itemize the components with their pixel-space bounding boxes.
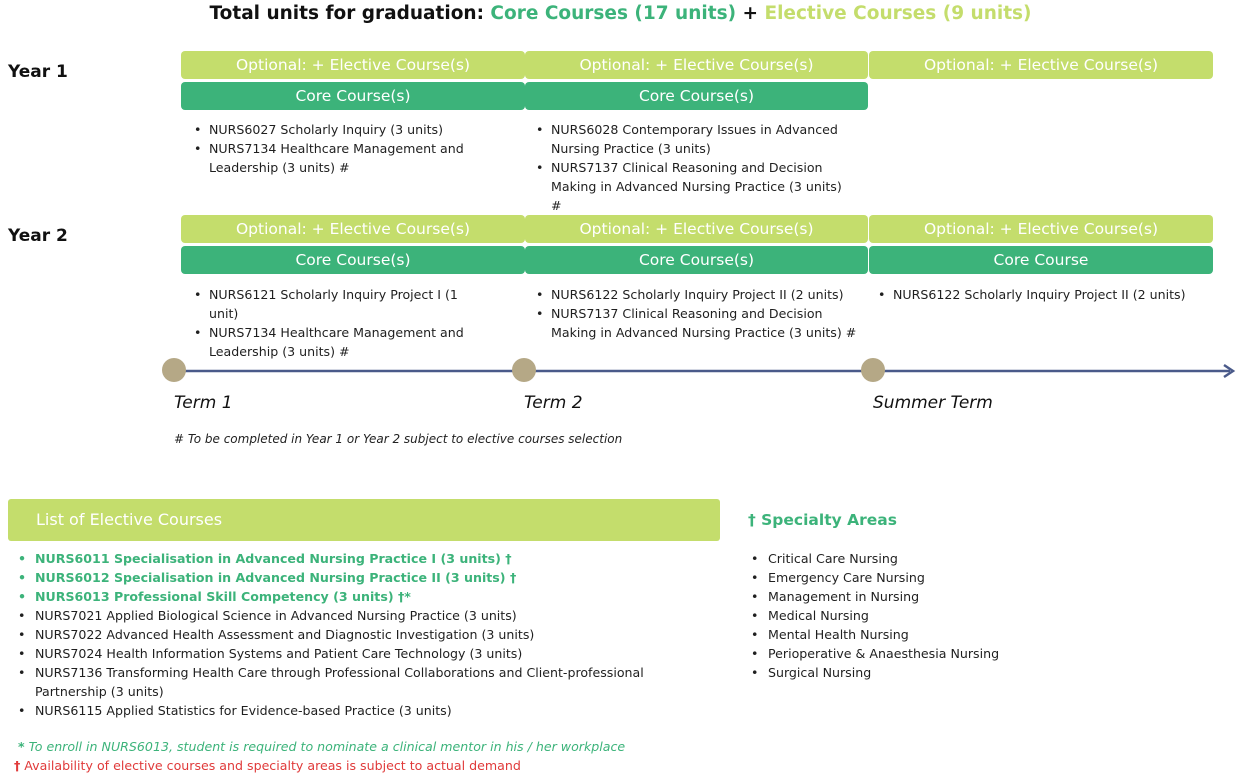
timeline-arrow bbox=[0, 355, 1241, 387]
course-item: • NURS7137 Clinical Reasoning and Decision Making in Advanced Nursing Practice (3 units) # bbox=[530, 304, 860, 342]
year-2-label: Year 2 bbox=[8, 226, 68, 246]
y2-t1-course-list bbox=[188, 285, 488, 361]
y2-t3-course-list bbox=[872, 285, 1212, 304]
page-title bbox=[0, 3, 1241, 24]
mentor-note bbox=[18, 739, 625, 754]
term-2-marker bbox=[512, 358, 536, 382]
elective-item: • NURS7136 Transforming Health Care through Professional Collaborations and Client-professional Partnership (3 units) bbox=[8, 663, 708, 701]
y1-t3-optional-bar: Optional: + Elective Course(s) bbox=[869, 51, 1213, 79]
elective-item: • NURS6115 Applied Statistics for Evidence-based Practice (3 units) bbox=[8, 701, 708, 720]
y2-t1-core-bar: Core Course(s) bbox=[181, 246, 525, 274]
mentor-note-text: To enroll in NURS6013, student is required to nominate a clinical mentor in his / her workplace bbox=[24, 739, 626, 754]
elective-item: • NURS7024 Health Information Systems and Patient Care Technology (3 units) bbox=[8, 644, 708, 663]
dagger-symbol: † bbox=[14, 758, 21, 773]
elective-item: • NURS6011 Specialisation in Advanced Nursing Practice I (3 units) † bbox=[8, 549, 708, 568]
specialty-item: • Mental Health Nursing bbox=[741, 625, 1121, 644]
course-item: • NURS6121 Scholarly Inquiry Project I (1 unit) bbox=[188, 285, 488, 323]
title-core-courses: Core Courses (17 units) bbox=[490, 3, 737, 24]
y2-t1-optional-bar: Optional: + Elective Course(s) bbox=[181, 215, 525, 243]
specialty-item: • Emergency Care Nursing bbox=[741, 568, 1121, 587]
specialty-item: • Surgical Nursing bbox=[741, 663, 1121, 682]
title-prefix: Total units for graduation: bbox=[209, 3, 491, 24]
y1-t2-core-bar: Core Course(s) bbox=[525, 82, 868, 110]
y2-t3-optional-bar: Optional: + Elective Course(s) bbox=[869, 215, 1213, 243]
y2-t2-course-list bbox=[530, 285, 860, 342]
y1-t2-optional-bar: Optional: + Elective Course(s) bbox=[525, 51, 868, 79]
y2-t2-core-bar: Core Course(s) bbox=[525, 246, 868, 274]
elective-list-header: List of Elective Courses bbox=[8, 499, 720, 541]
elective-item: • NURS7022 Advanced Health Assessment and Diagnostic Investigation (3 units) bbox=[8, 625, 708, 644]
specialty-areas-heading: † Specialty Areas bbox=[748, 511, 897, 529]
elective-item: • NURS6013 Professional Skill Competency (3 units) †* bbox=[8, 587, 708, 606]
course-item: • NURS6122 Scholarly Inquiry Project II (2 units) bbox=[872, 285, 1212, 304]
availability-note-text: Availability of elective courses and specialty areas is subject to actual demand bbox=[20, 758, 521, 773]
course-item: • NURS6027 Scholarly Inquiry (3 units) bbox=[188, 120, 488, 139]
y1-t2-course-list bbox=[530, 120, 850, 215]
specialty-area-list bbox=[741, 549, 1121, 682]
elective-item: • NURS7021 Applied Biological Science in Advanced Nursing Practice (3 units) bbox=[8, 606, 708, 625]
y2-t3-core-bar: Core Course bbox=[869, 246, 1213, 274]
specialty-item: • Critical Care Nursing bbox=[741, 549, 1121, 568]
hash-footnote: # To be completed in Year 1 or Year 2 subject to elective courses selection bbox=[174, 432, 623, 446]
specialty-item: • Perioperative & Anaesthesia Nursing bbox=[741, 644, 1121, 663]
y1-t1-core-bar: Core Course(s) bbox=[181, 82, 525, 110]
y1-t1-course-list bbox=[188, 120, 488, 177]
year-1-label: Year 1 bbox=[8, 62, 68, 82]
course-item: • NURS7134 Healthcare Management and Leadership (3 units) # bbox=[188, 139, 488, 177]
elective-course-list bbox=[8, 549, 708, 720]
specialty-item: • Management in Nursing bbox=[741, 587, 1121, 606]
availability-note bbox=[14, 758, 521, 773]
y2-t2-optional-bar: Optional: + Elective Course(s) bbox=[525, 215, 868, 243]
elective-item: • NURS6012 Specialisation in Advanced Nursing Practice II (3 units) † bbox=[8, 568, 708, 587]
term-1-label: Term 1 bbox=[174, 393, 233, 413]
term-2-label: Term 2 bbox=[524, 393, 583, 413]
course-item: • NURS7134 Healthcare Management and Leadership (3 units) # bbox=[188, 323, 488, 361]
title-elective-courses: Elective Courses (9 units) bbox=[764, 3, 1032, 24]
course-item: • NURS7137 Clinical Reasoning and Decision Making in Advanced Nursing Practice (3 units) # bbox=[530, 158, 850, 215]
y1-t1-optional-bar: Optional: + Elective Course(s) bbox=[181, 51, 525, 79]
summer-term-label: Summer Term bbox=[873, 393, 993, 413]
summer-term-marker bbox=[861, 358, 885, 382]
course-item: • NURS6122 Scholarly Inquiry Project II (2 units) bbox=[530, 285, 860, 304]
asterisk-symbol: * bbox=[18, 739, 25, 754]
specialty-item: • Medical Nursing bbox=[741, 606, 1121, 625]
title-plus: + bbox=[736, 3, 765, 24]
course-item: • NURS6028 Contemporary Issues in Advanced Nursing Practice (3 units) bbox=[530, 120, 850, 158]
term-1-marker bbox=[162, 358, 186, 382]
